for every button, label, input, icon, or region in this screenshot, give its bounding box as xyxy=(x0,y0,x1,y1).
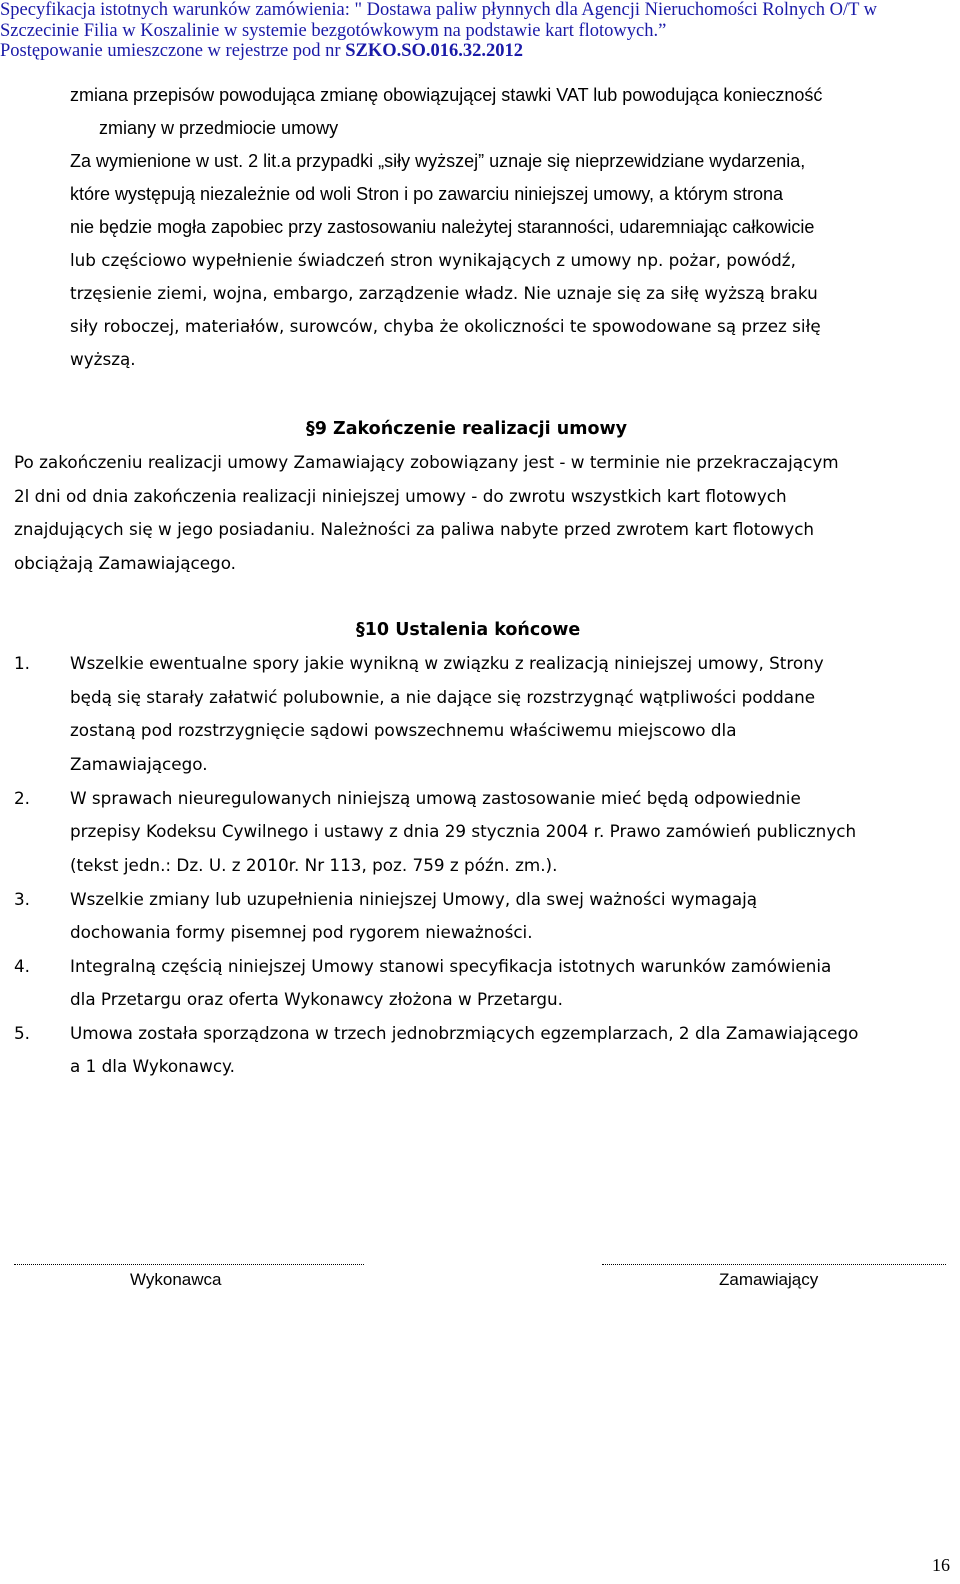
header-registry-line xyxy=(0,41,960,62)
section-10-heading: §10 Ustalenia końcowe xyxy=(356,620,581,640)
force-majeure-line: trzęsienie ziemi, wojna, embargo, zarządzenie władz. Nie uznaje się za siłę wyższą braku xyxy=(70,283,818,303)
item-number: 2. xyxy=(14,788,31,808)
force-majeure-line: nie będzie mogła zapobiec przy zastosowaniu należytej staranności, udaremniając całkowicie xyxy=(70,217,815,237)
header-subtitle-line: Szczecinie Filia w Koszalinie w systemie bezgotówkowym na podstawie kart flotowych.” xyxy=(0,20,667,41)
item-1-line: Zamawiającego. xyxy=(70,754,208,774)
item-4-line: Integralną częścią niniejszej Umowy stanowi specyfikacja istotnych warunków zamówienia xyxy=(70,956,832,976)
signature-label-contractor: Wykonawca xyxy=(130,1270,222,1289)
item-1-line: będą się starały załatwić polubownie, a nie dające się rozstrzygnąć wątpliwości poddane xyxy=(70,687,816,707)
item-1-line: Wszelkie ewentualne spory jakie wynikną w związku z realizacją niniejszej umowy, Strony xyxy=(70,653,824,673)
item-number: 3. xyxy=(14,889,31,909)
item-5-line: Umowa została sporządzona w trzech jednobrzmiących egzemplarzach, 2 dla Zamawiającego xyxy=(70,1023,859,1043)
section-9-line: obciążają Zamawiającego. xyxy=(14,553,236,573)
item-2-line: (tekst jedn.: Dz. U. z 2010r. Nr 113, poz. 759 z późn. zm.). xyxy=(70,855,558,875)
force-majeure-line: wyższą. xyxy=(70,349,136,369)
force-majeure-line: lub częściowo wypełnienie świadczeń stron wynikających z umowy np. pożar, powódź, xyxy=(70,250,796,270)
item-number: 1. xyxy=(14,653,31,673)
section-9-line: Po zakończeniu realizacji umowy Zamawiający zobowiązany jest - w terminie nie przekraczającym xyxy=(14,452,839,472)
document-header xyxy=(0,0,960,62)
item-2-line: przepisy Kodeksu Cywilnego i ustawy z dnia 29 stycznia 2004 r. Prawo zamówień publicznych xyxy=(70,821,857,841)
item-1-line: zostaną pod rozstrzygnięcie sądowi powszechnemu właściwemu miejscowo dla xyxy=(70,720,737,740)
section-9-heading: §9 Zakończenie realizacji umowy xyxy=(306,419,628,439)
signature-line-right xyxy=(602,1264,946,1265)
force-majeure-line: siły roboczej, materiałów, surowców, chyba że okoliczności te spowodowane są przez siłę xyxy=(70,316,821,336)
section-9-line: znajdujących się w jego posiadaniu. Należności za paliwa nabyte przed zwrotem kart flotowych xyxy=(14,519,815,539)
item-number: 4. xyxy=(14,956,31,976)
item-2-line: W sprawach nieuregulowanych niniejszą umową zastosowanie mieć będą odpowiednie xyxy=(70,788,801,808)
page-number: 16 xyxy=(932,1555,950,1575)
item-5-line: a 1 dla Wykonawcy. xyxy=(70,1056,235,1076)
force-majeure-line: które występują niezależnie od woli Stron i po zawarciu niniejszej umowy, a którym strona xyxy=(70,184,783,204)
item-4-line: dla Przetargu oraz oferta Wykonawcy złożona w Przetargu. xyxy=(70,989,563,1009)
section-9-line: 2l dni od dnia zakończenia realizacji niniejszej umowy - do zwrotu wszystkich kart flotowych xyxy=(14,486,787,506)
vat-change-line: zmiana przepisów powodująca zmianę obowiązującej stawki VAT lub powodująca konieczność xyxy=(70,85,823,105)
contract-change-line: zmiany w przedmiocie umowy xyxy=(99,118,339,138)
item-number: 5. xyxy=(14,1023,31,1043)
item-3-line: Wszelkie zmiany lub uzupełnienia niniejszej Umowy, dla swej ważności wymagają xyxy=(70,889,758,909)
signature-label-client: Zamawiający xyxy=(719,1270,819,1289)
item-3-line: dochowania formy pisemnej pod rygorem nieważności. xyxy=(70,922,533,942)
header-registry-code: SZKO.SO.016.32.2012 xyxy=(345,41,524,61)
force-majeure-line: Za wymienione w ust. 2 lit.a przypadki „siły wyższej” uznaje się nieprzewidziane wydarzenia, xyxy=(70,151,806,171)
header-title-line: Specyfikacja istotnych warunków zamówienia: " Dostawa paliw płynnych dla Agencji Nieruchomości Rolnych O/T w xyxy=(0,0,878,20)
signature-line-left xyxy=(14,1264,364,1265)
header-registry-prefix: Postępowanie umieszczone w rejestrze pod nr xyxy=(0,41,346,61)
